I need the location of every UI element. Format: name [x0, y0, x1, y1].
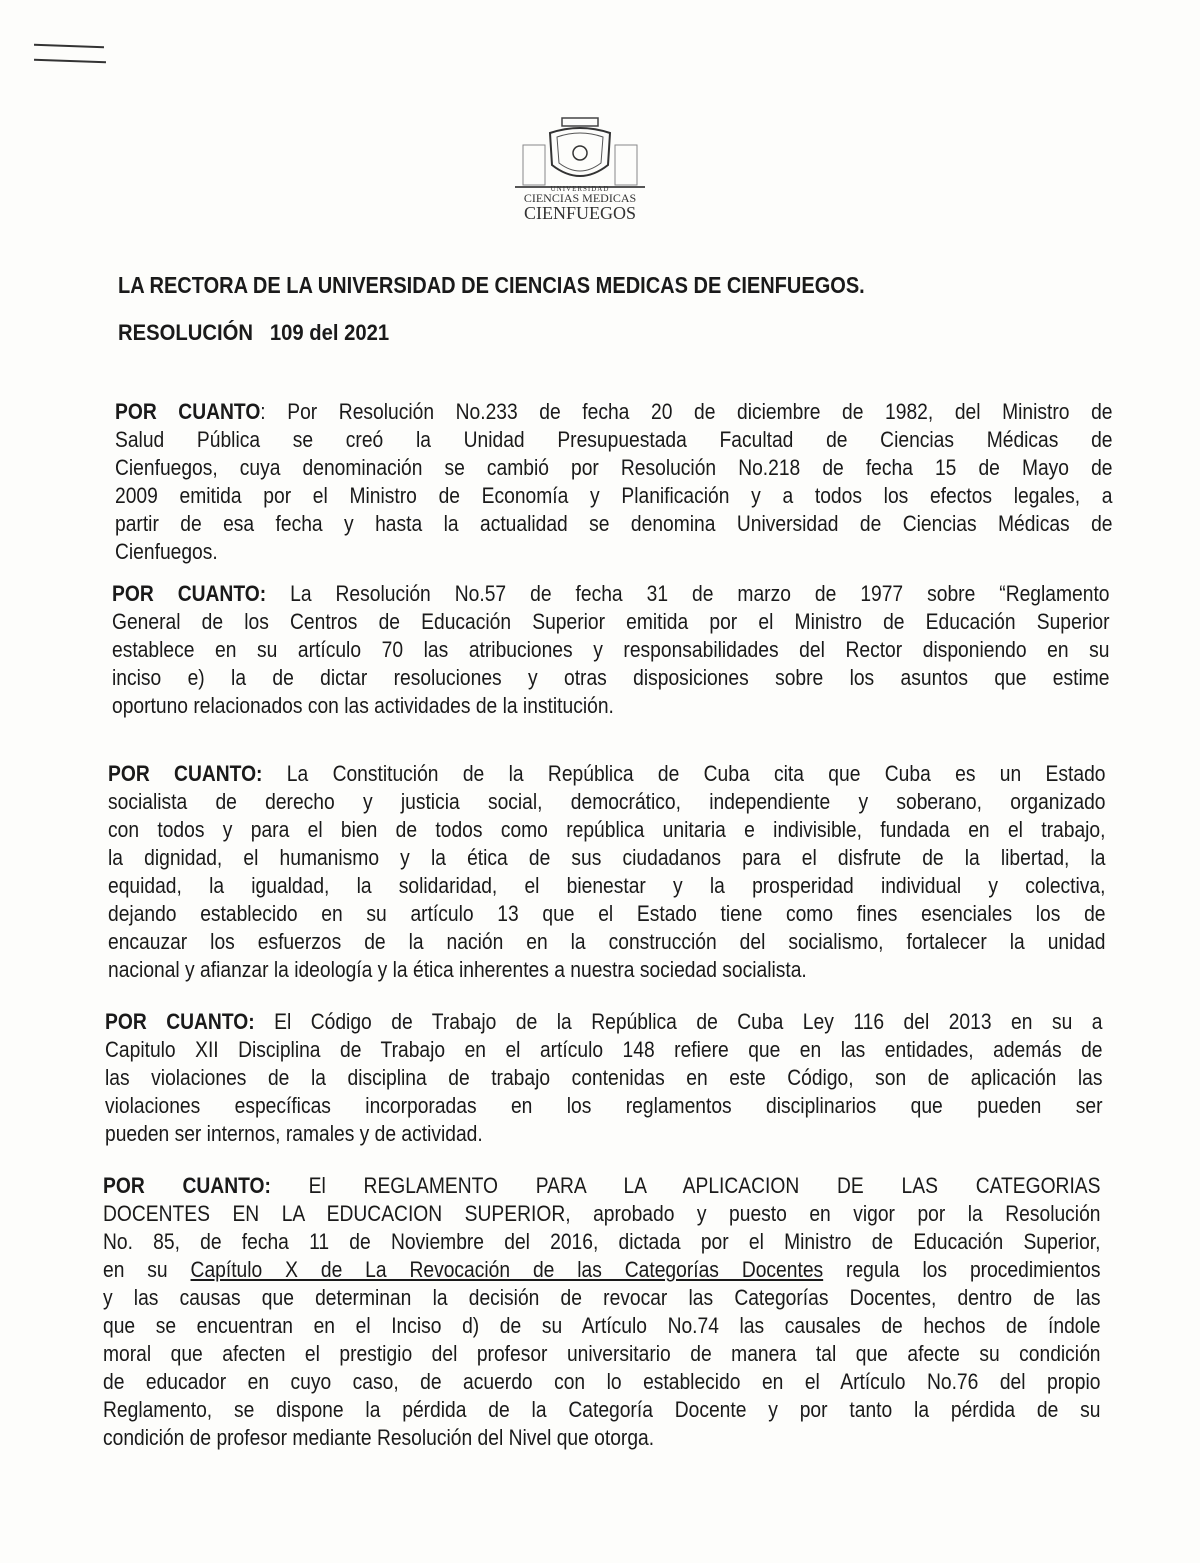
- paragraph-line: [103, 1340, 1101, 1368]
- line-text: regula los procedimientos: [823, 1257, 1101, 1282]
- paragraph-line: [108, 956, 1106, 984]
- line-text: inciso e) la de dictar resoluciones y otras disposiciones sobre los asuntos que estime: [112, 665, 1110, 690]
- scan-mark: [34, 44, 104, 48]
- paragraph-line: [115, 510, 1113, 538]
- paragraph-line: [115, 538, 1113, 566]
- paragraph-line: [105, 1092, 1103, 1120]
- resolution-value: 109 del 2021: [269, 320, 390, 345]
- por-cuanto-paragraph: [103, 1172, 1101, 1452]
- por-cuanto-paragraph: [112, 580, 1110, 720]
- scan-mark: [34, 59, 106, 64]
- paragraph-line: [108, 928, 1106, 956]
- logo-line: CIENFUEGOS: [523, 203, 636, 223]
- por-cuanto-label: POR CUANTO: [115, 399, 261, 424]
- line-text: las violaciones de la disciplina de trabajo contenidas en este Código, son de aplicación las: [105, 1065, 1103, 1090]
- line-text: La Constitución de la República de Cuba cita que Cuba es un Estado: [262, 761, 1106, 786]
- por-cuanto-label: POR CUANTO:: [103, 1173, 271, 1198]
- line-text: pueden ser internos, ramales y de actividad.: [105, 1121, 483, 1146]
- line-text: La Resolución No.57 de fecha 31 de marzo de 1977 sobre “Reglamento: [266, 581, 1110, 606]
- line-text: socialista de derecho y justicia social, democrático, independiente y soberano, organizado: [108, 789, 1106, 814]
- por-cuanto-paragraph: [115, 398, 1113, 566]
- logo-line: CIENCIAS MEDICAS: [523, 191, 637, 205]
- line-text: que se encuentran en el Inciso d) de su Artículo No.74 las causales de hechos de índole: [103, 1313, 1101, 1338]
- paragraph-line: [103, 1424, 1101, 1452]
- line-text: Capitulo XII Disciplina de Trabajo en el artículo 148 refiere que en las entidades, además de: [105, 1037, 1103, 1062]
- por-cuanto-paragraph: [105, 1008, 1103, 1148]
- line-text: No. 85, de fecha 11 de Noviembre del 2016, dictada por el Ministro de Educación Superior,: [103, 1229, 1101, 1254]
- line-text: 2009 emitida por el Ministro de Economía y Planificación y a todos los efectos legales, a: [115, 483, 1113, 508]
- line-text: oportuno relacionados con las actividades de la institución.: [112, 693, 614, 718]
- line-text: de educador en cuyo caso, de acuerdo con lo establecido en el Artículo No.76 del propio: [103, 1369, 1101, 1394]
- line-text: Reglamento, se dispone la pérdida de la Categoría Docente y por tanto la pérdida de su: [103, 1397, 1101, 1422]
- paragraph-line: [115, 454, 1113, 482]
- por-cuanto-label: POR CUANTO:: [112, 581, 267, 606]
- line-text: la dignidad, el humanismo y la ética de sus ciudadanos para el disfrute de la libertad, la: [108, 845, 1106, 870]
- line-text: condición de profesor mediante Resolución del Nivel que otorga.: [103, 1425, 655, 1450]
- paragraph-line: [112, 608, 1110, 636]
- line-text: nacional y afianzar la ideología y la ética inherentes a nuestra sociedad socialista.: [108, 957, 807, 982]
- line-text: moral que afecten el prestigio del profesor universitario de manera tal que afecte su condición: [103, 1341, 1101, 1366]
- paragraph-line: [103, 1172, 1101, 1200]
- logo-line: UNIVERSIDAD: [550, 185, 610, 193]
- paragraph-line: [115, 482, 1113, 510]
- paragraph-line: [108, 844, 1106, 872]
- line-text: Salud Pública se creó la Unidad Presupuestada Facultad de Ciencias Médicas de: [115, 427, 1113, 452]
- paragraph-line: [112, 664, 1110, 692]
- line-text: General de los Centros de Educación Superior emitida por el Ministro de Educación Superior: [112, 609, 1110, 634]
- paragraph-line: [103, 1228, 1101, 1256]
- underlined-text: Capítulo X de La Revocación de las Categorías Docentes: [190, 1257, 824, 1282]
- line-text: violaciones específicas incorporadas en los reglamentos disciplinarios que pueden ser: [105, 1093, 1103, 1118]
- resolution-number: [118, 320, 389, 346]
- paragraph-line: [115, 398, 1113, 426]
- paragraph-line: [105, 1120, 1103, 1148]
- document-heading: LA RECTORA DE LA UNIVERSIDAD DE CIENCIAS MEDICAS DE CIENFUEGOS.: [118, 272, 865, 298]
- resolution-label: RESOLUCIÓN: [118, 320, 253, 345]
- line-text: Cienfuegos, cuya denominación se cambió por Resolución No.218 de fecha 15 de Mayo de: [115, 455, 1113, 480]
- por-cuanto-label: POR CUANTO:: [105, 1009, 255, 1034]
- por-cuanto-label: POR CUANTO:: [108, 761, 263, 786]
- paragraph-line: [103, 1284, 1101, 1312]
- paragraph-line: [103, 1200, 1101, 1228]
- line-text: partir de esa fecha y hasta la actualidad se denomina Universidad de Ciencias Médicas de: [115, 511, 1113, 536]
- paragraph-line: [108, 760, 1106, 788]
- line-text: establece en su artículo 70 las atribuciones y responsabilidades del Rector disponiendo en su: [112, 637, 1110, 662]
- paragraph-line: [103, 1396, 1101, 1424]
- line-text: El REGLAMENTO PARA LA APLICACION DE LAS CATEGORIAS: [270, 1173, 1101, 1198]
- paragraph-line: [103, 1368, 1101, 1396]
- paragraph-line: [103, 1256, 1101, 1284]
- paragraph-line: [108, 788, 1106, 816]
- paragraph-line: [112, 580, 1110, 608]
- line-text: con todos y para el bien de todos como república unitaria e indivisible, fundada en el trabajo,: [108, 817, 1106, 842]
- por-cuanto-paragraph: [108, 760, 1106, 984]
- paragraph-line: [108, 816, 1106, 844]
- line-text: El Código de Trabajo de la República de Cuba Ley 116 del 2013 en su a: [254, 1009, 1103, 1034]
- paragraph-line: [112, 692, 1110, 720]
- logo-text: [495, 185, 665, 222]
- line-text: Cienfuegos.: [115, 539, 218, 564]
- paragraph-line: [115, 426, 1113, 454]
- line-text: dejando establecido en su artículo 13 que el Estado tiene como fines esenciales los de: [108, 901, 1106, 926]
- line-text: y las causas que determinan la decisión de revocar las Categorías Docentes, dentro de las: [103, 1285, 1101, 1310]
- line-text: DOCENTES EN LA EDUCACION SUPERIOR, aprobado y puesto en vigor por la Resolución: [103, 1201, 1101, 1226]
- paragraph-line: [105, 1008, 1103, 1036]
- line-text: en su: [103, 1257, 191, 1282]
- paragraph-line: [108, 872, 1106, 900]
- paragraph-line: [108, 900, 1106, 928]
- paragraph-line: [105, 1036, 1103, 1064]
- paragraph-line: [103, 1312, 1101, 1340]
- paragraph-line: [105, 1064, 1103, 1092]
- line-text: : Por Resolución No.233 de fecha 20 de diciembre de 1982, del Ministro de: [260, 399, 1113, 424]
- line-text: equidad, la igualdad, la solidaridad, el bienestar y la prosperidad individual y colectiva,: [108, 873, 1106, 898]
- line-text: encauzar los esfuerzos de la nación en la construcción del socialismo, fortalecer la unidad: [108, 929, 1106, 954]
- paragraph-line: [112, 636, 1110, 664]
